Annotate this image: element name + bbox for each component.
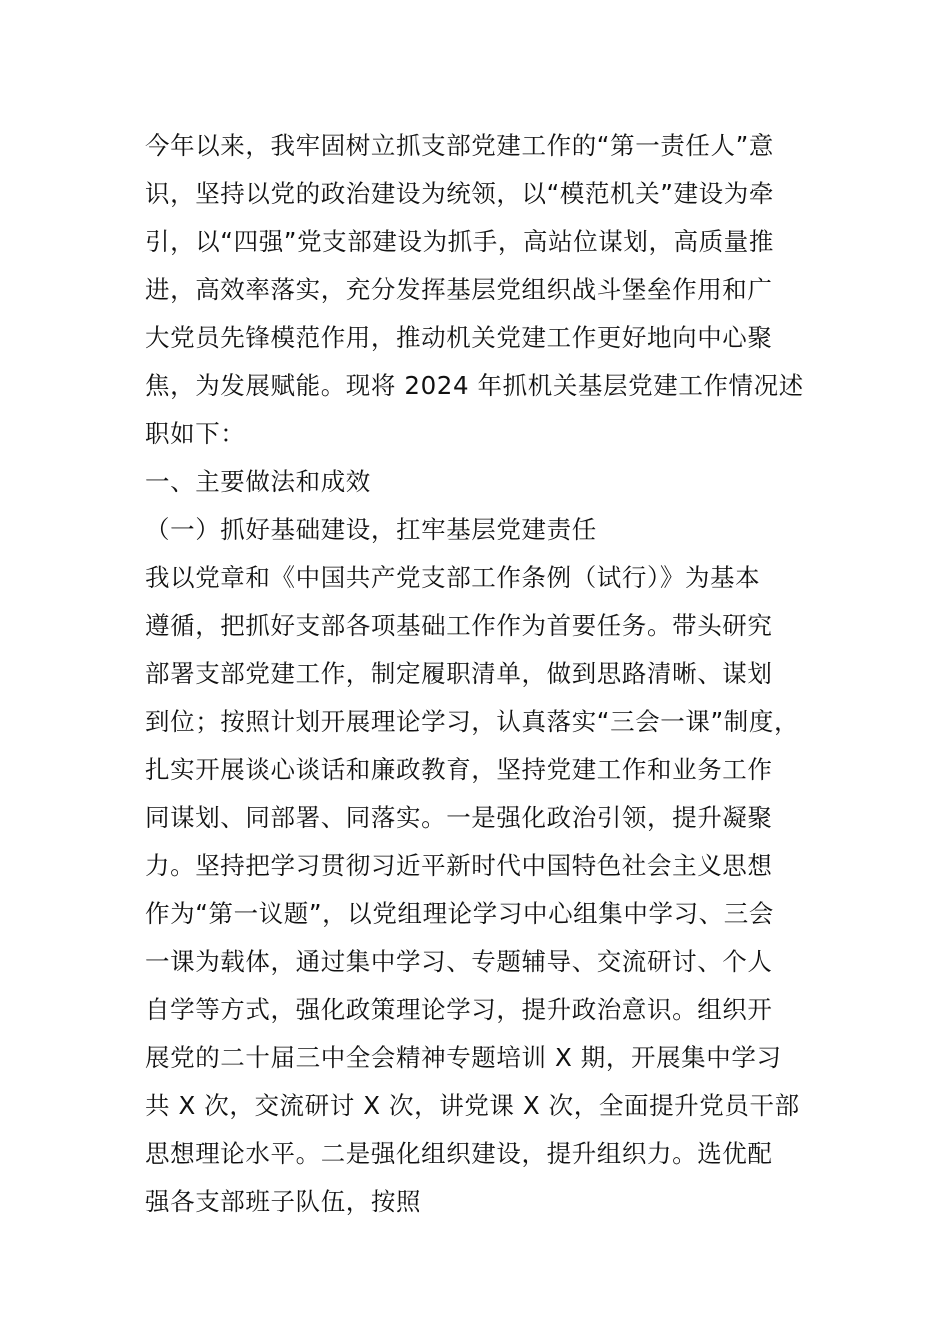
subsection-heading: （一）抓好基础建设，扛牢基层党建责任 (145, 515, 597, 544)
body-line-10: 自学等方式，强化政策理论学习，提升政治意识。组织开 (145, 995, 773, 1024)
intro-line-1: 今年以来，我牢固树立抓支部党建工作的“第一责任人”意 (145, 131, 774, 160)
intro-line-4: 进，高效率落实，充分发挥基层党组织战斗堡垒作用和广 (145, 275, 773, 304)
body-line-12: 共 X 次，交流研讨 X 次，讲党课 X 次，全面提升党员干部 (145, 1091, 800, 1120)
section-heading: 一、主要做法和成效 (145, 467, 371, 496)
body-line-13: 思想理论水平。二是强化组织建设，提升组织力。选优配 (145, 1139, 773, 1168)
intro-line-6: 焦，为发展赋能。现将 2024 年抓机关基层党建工作情况述 (145, 371, 804, 400)
intro-line-2: 识，坚持以党的政治建设为统领，以“模范机关”建设为牵 (145, 179, 774, 208)
body-line-2: 遵循，把抓好支部各项基础工作作为首要任务。带头研究 (145, 611, 773, 640)
body-line-7: 力。坚持把学习贯彻习近平新时代中国特色社会主义思想 (145, 851, 773, 880)
body-line-9: 一课为载体，通过集中学习、专题辅导、交流研讨、个人 (145, 947, 773, 976)
body-line-1: 我以党章和《中国共产党支部工作条例（试行）》为基本 (145, 563, 761, 592)
body-line-8: 作为“第一议题”，以党组理论学习中心组集中学习、三会 (145, 899, 774, 928)
body-line-14: 强各支部班子队伍，按照 (145, 1187, 422, 1216)
body-line-4: 到位；按照计划开展理论学习，认真落实“三会一课”制度， (145, 707, 800, 736)
document-body (145, 122, 815, 1226)
body-line-5: 扎实开展谈心谈话和廉政教育，坚持党建工作和业务工作 (145, 755, 773, 784)
body-line-11: 展党的二十届三中全会精神专题培训 X 期，开展集中学习 (145, 1043, 782, 1072)
body-line-3: 部署支部党建工作，制定履职清单，做到思路清晰、谋划 (145, 659, 773, 688)
intro-line-7: 职如下： (145, 419, 246, 448)
intro-line-3: 引，以“四强”党支部建设为抓手，高站位谋划，高质量推 (145, 227, 774, 256)
intro-line-5: 大党员先锋模范作用，推动机关党建工作更好地向中心聚 (145, 323, 773, 352)
body-line-6: 同谋划、同部署、同落实。一是强化政治引领，提升凝聚 (145, 803, 773, 832)
